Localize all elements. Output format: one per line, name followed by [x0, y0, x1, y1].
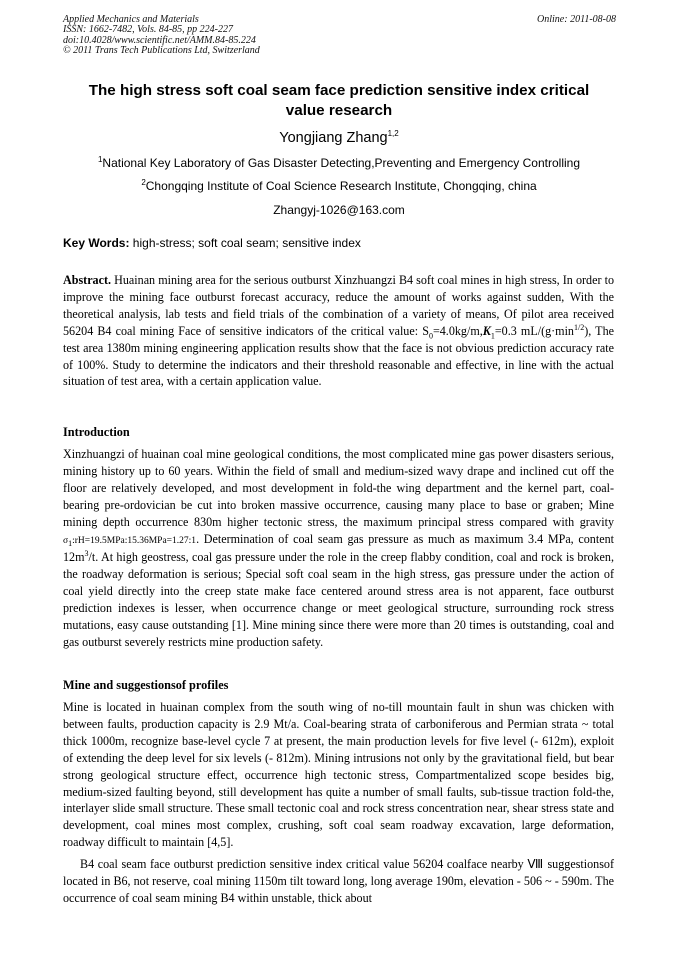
affiliation-1-sup: 1: [97, 155, 103, 164]
abstract-text: ), The test area 1380m mining engineering application results show that the face is not obvious prediction accuracy rate of 100%. Study to determine the indicators and their threshold reasonable and effective, in line with the actual situation of test area, with a certain application value.: [63, 323, 614, 389]
abstract-k: K: [482, 323, 491, 338]
abstract-text: Huainan mining area for the serious outburst Xinzhuangzi B4 soft coal mines in high stress, In order to improve the mining face outburst forecast accuracy, reduce the amount of works against sudden, With the theoretical analysis, lab tests and field trials of the combination of a variety of means, Of pilot area received 56204 B4 coal mining Face of sensitive indicators of the critical value: S: [63, 273, 614, 338]
keywords-text: high-stress; soft coal seam; sensitive index: [129, 236, 361, 250]
intro-text: /t. At high geostress, coal gas pressure under the role in the creep flabby condition, coal and rock is broken, the roadway deformation is serious; Special soft coal seam in the high stress, gas pressure under the action of coal yield directly into the creep state make face centered around stress area is not apparent, face outburst prediction indexes is lesser, when occurrence change or meet geological structure, surrounding rock stress mutations, easy cause outstanding [1]. Mine mining since there were more than 20 times is outstanding, coal and gas outburst severely restricts mine production safety.: [63, 550, 614, 649]
intro-sup: 3: [84, 549, 89, 559]
affiliation-1-text: National Key Laboratory of Gas Disaster Detecting,Preventing and Emergency Controlling: [102, 156, 581, 170]
author-name: Yongjiang Zhang: [279, 130, 388, 146]
affiliation-2: [0, 179, 678, 193]
doi-line: doi:10.4028/www.scientific.net/AMM.84-85.224: [63, 34, 256, 46]
abstract-label: Abstract.: [63, 273, 112, 287]
introduction-paragraph: [63, 446, 614, 651]
affiliation-2-text: Chongqing Institute of Coal Science Research Institute, Chongqing, china: [145, 179, 537, 193]
copyright-line: © 2011 Trans Tech Publications Ltd, Switzerland: [63, 44, 260, 56]
mine-paragraph-2: B4 coal seam face outburst prediction sensitive index critical value 56204 coalface nearby Ⅷ suggestionsof located in B6, not reserve, coal mining 1150m tilt toward long, long average 190m, elevation - 506 ~ - 590m. The occurrence of coal seam mining B4 within unstable, thick about: [63, 857, 614, 905]
author-email[interactable]: Zhangyj-1026@163.com: [273, 203, 405, 217]
ratio-text: :rH=19.5MPa:15.36MPa=1.27:1: [72, 535, 197, 546]
abstract-text: =0.3 mL/(g·min: [494, 323, 574, 338]
intro-text: . Determination of coal seam gas pressure as much as maximum 3.4 MPa, content 12m: [63, 531, 614, 565]
sigma-symbol: σ: [63, 535, 69, 546]
keywords: [63, 236, 361, 250]
abstract-text: =4.0kg/m,: [432, 323, 483, 338]
mine-paragraph-1: Mine is located in huainan complex from the south wing of no-till mountain fault in shun was chicken with between faults, production capacity is 2.9 Mt/a. Coal-bearing strata of carboniferous and Permian strata ~ total thick 1000m, recognize base-level cycle 7 at present, the main production levels for five level (- 612m), exploit of extending the deep level for six levels (- 812m). Mining intrusions not only by the gravitational field, but bear strong geological structure effect, occurrence high tectonic stress, Compartmentalized scope besides big, medium-sized faulting beyond, still development has quite a number of small faults, sub-tissue traction fold-the, interlayer slide small structure. These small tectonic coal and rock stress concentration near, shear stress state and development, coal mines most complex, crushing, soft coal seam roadway excavation, large deformation, roadway difficult to maintain [4,5].: [63, 700, 614, 850]
section-heading-introduction: Introduction: [63, 425, 130, 439]
journal-name: Applied Mechanics and Materials: [63, 14, 199, 25]
keywords-label: Key Words:: [63, 236, 130, 250]
issn-line: ISSN: 1662-7482, Vols. 84-85, pp 224-227: [63, 24, 233, 36]
abstract-sub: 0: [428, 331, 433, 341]
sigma-sub: 1: [68, 538, 73, 548]
author-line: [0, 130, 678, 146]
author-sup: 1,2: [387, 129, 399, 139]
abstract-sup: 1/2: [573, 322, 585, 332]
paper-title: [66, 81, 612, 121]
journal-header: [63, 15, 260, 56]
online-date: Online: 2011-08-08: [537, 14, 616, 25]
intro-text: Xinzhuangzi of huainan coal mine geological conditions, the most complicated mine gas power disasters serious, mining history up to 60 years. Within the field of small and medium-sized wavy drape and inclined cut off the floor are relatively developed, and most development in fold-the wing department and the kernel part, coal-bearing pre-ordovician be cut into broken massive occurrence, causing many place to base or graben; Mine mining depth occurrence 830m higher tectonic stress, the maximum principal stress compared with gravity: [63, 447, 614, 529]
stress-ratio: [63, 536, 196, 546]
affiliation-1: [0, 156, 678, 170]
section-heading-mine: Mine and suggestionsof profiles: [63, 678, 229, 692]
abstract-sub: 1: [490, 331, 495, 341]
affiliation-2-sup: 2: [141, 178, 146, 187]
title-line-2: value research: [285, 102, 393, 119]
title-line-1: The high stress soft coal seam face prediction sensitive index critical: [88, 82, 590, 99]
abstract: [63, 272, 614, 390]
